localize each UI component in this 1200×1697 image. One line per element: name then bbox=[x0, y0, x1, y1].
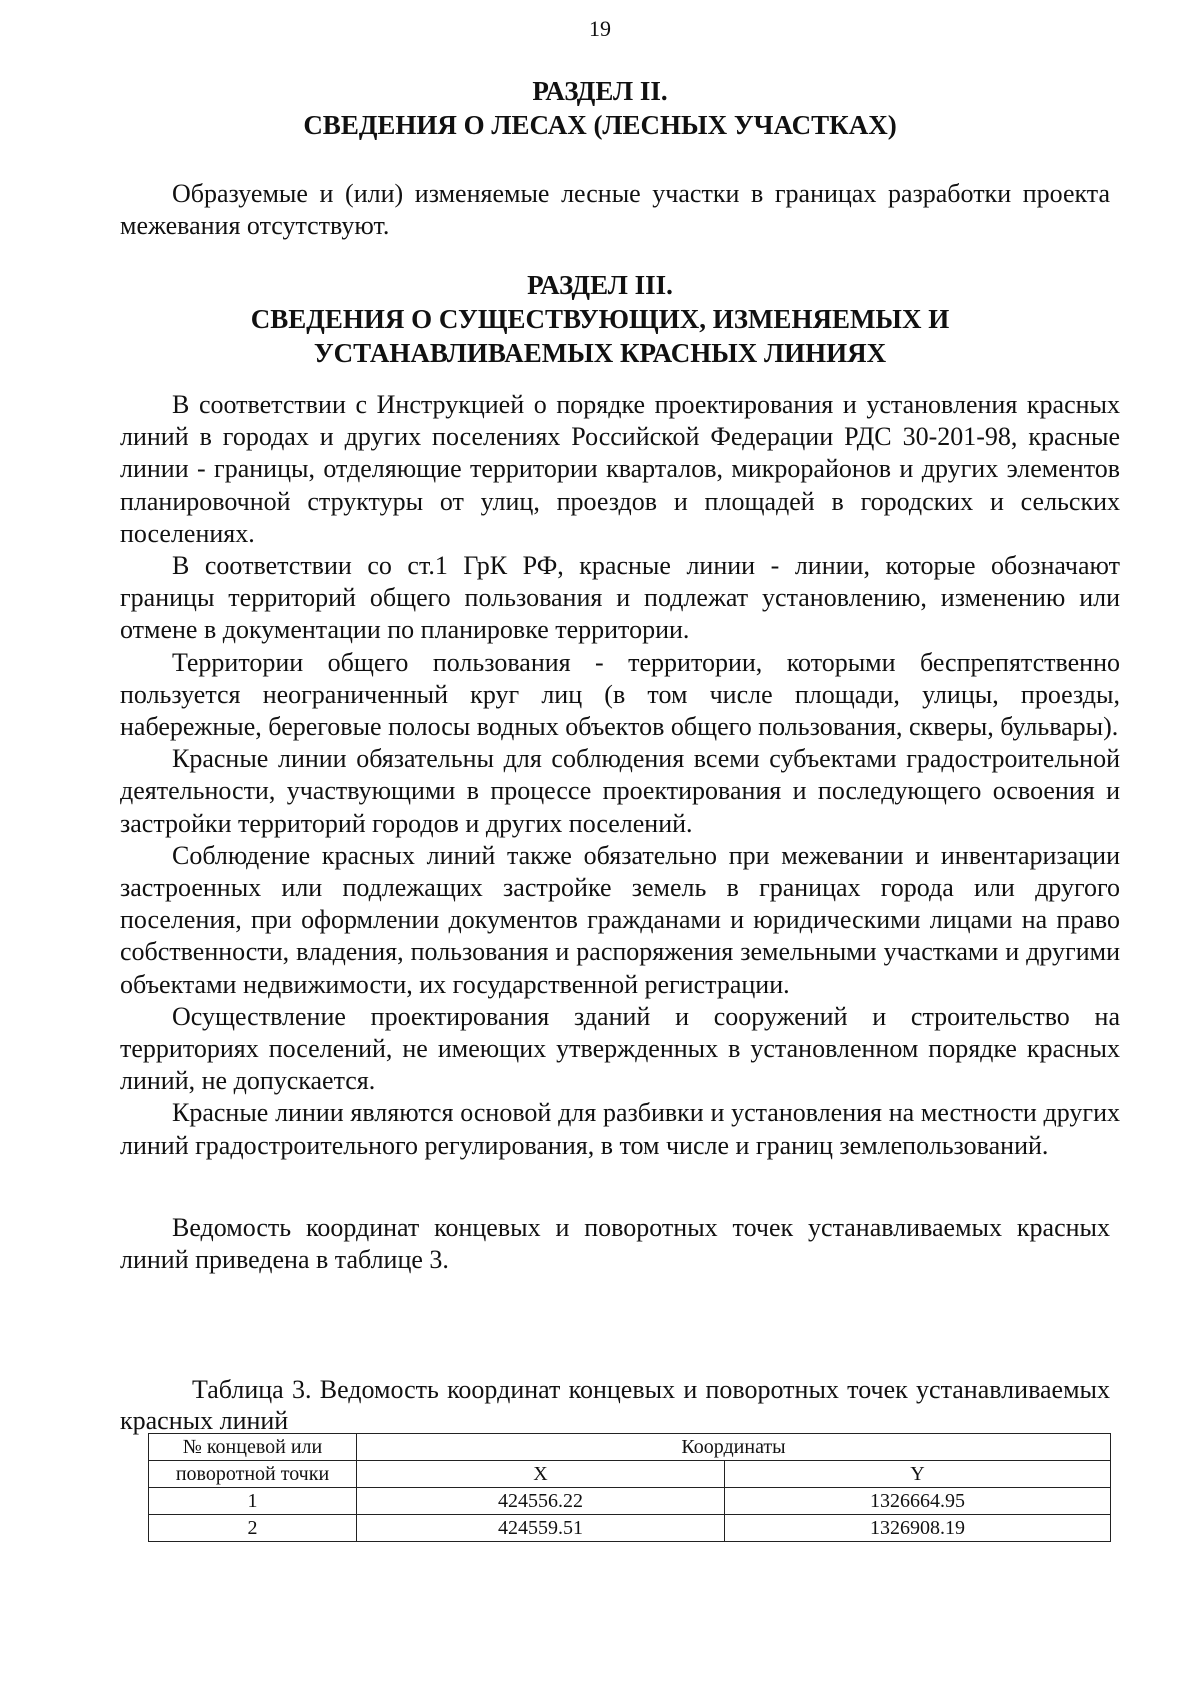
paragraph-design-prohibited: Осуществление проектирования зданий и сооружений и строительство на территориях поселений, не имеющих утвержденных в установленном порядке красных линий, не допускается. bbox=[120, 1001, 1120, 1096]
header-y: Y bbox=[725, 1461, 1111, 1488]
header-x: X bbox=[357, 1461, 725, 1488]
paragraph-public-territories: Территории общего пользования - территории, которыми беспрепятственно пользуется неограниченный круг лиц (в том числе площади, улицы, проезды, набережные, береговые полосы водных объектов общего пользования, скверы, бульвары). bbox=[120, 647, 1120, 742]
paragraph-compliance: Соблюдение красных линий также обязательно при межевании и инвентаризации застроенных или подлежащих застройке земель в границах города или другого поселения, при оформлении документов гражданами и юридическими лицами на право собственности, владения, пользования и распоряжения земельными участками и другими объектами недвижимости, их государственной регистрации. bbox=[120, 840, 1120, 999]
table-header-row bbox=[149, 1434, 1111, 1461]
cell-point: 2 bbox=[149, 1515, 357, 1542]
header-point-line2: поворотной точки bbox=[149, 1461, 357, 1488]
cell-x: 424559.51 bbox=[357, 1515, 725, 1542]
section-2-subtitle: СВЕДЕНИЯ О ЛЕСАХ (ЛЕСНЫХ УЧАСТКАХ) bbox=[303, 110, 897, 140]
paragraph-grk: В соответствии со ст.1 ГрК РФ, красные линии - линии, которые обозначают границы территорий общего пользования и подлежат установлению, изменению или отмене в документации по планировке территории. bbox=[120, 551, 1120, 645]
header-point-line1: № концевой или bbox=[149, 1434, 357, 1461]
section-2-paragraph: Образуемые и (или) изменяемые лесные участки в границах разработки проекта межевания отсутствуют. bbox=[120, 179, 1110, 241]
section-3-heading bbox=[0, 268, 1200, 370]
cell-y: 1326908.19 bbox=[725, 1515, 1111, 1542]
header-coordinates: Координаты bbox=[357, 1434, 1111, 1461]
paragraph-mandatory: Красные линии обязательны для соблюдения всеми субъектами градостроительной деятельности, участвующими в процессе проектирования и последующего освоения и застройки территорий городов и других поселений. bbox=[120, 744, 1120, 838]
cell-x: 424556.22 bbox=[357, 1488, 725, 1515]
cell-point: 1 bbox=[149, 1488, 357, 1515]
table-row bbox=[149, 1488, 1111, 1515]
section-2-title: РАЗДЕЛ II. bbox=[532, 76, 668, 106]
section-3-subtitle-line1: СВЕДЕНИЯ О СУЩЕСТВУЮЩИХ, ИЗМЕНЯЕМЫХ И bbox=[250, 304, 950, 334]
section-2-body bbox=[120, 178, 1110, 242]
section-3-subtitle-line2: УСТАНАВЛИВАЕМЫХ КРАСНЫХ ЛИНИЯХ bbox=[313, 338, 887, 368]
page-number: 19 bbox=[589, 16, 611, 41]
paragraph-table-reference: Ведомость координат концевых и поворотных точек устанавливаемых красных линий приведена в таблице 3. bbox=[120, 1213, 1110, 1275]
section-3-body bbox=[120, 389, 1120, 1162]
paragraph-instruction: В соответствии с Инструкцией о порядке проектирования и установления красных линий в городах и других поселениях Российской Федерации РДС 30-201-98, красные линии - границы, отделяющие территории кварталов, микрорайонов и других элементов планировочной структуры от улиц, проездов и площадей в городских и сельских поселениях. bbox=[120, 390, 1120, 548]
section-3-title: РАЗДЕЛ III. bbox=[527, 270, 673, 300]
coordinates-table bbox=[148, 1433, 1111, 1542]
section-2-heading bbox=[0, 74, 1200, 142]
table-subheader-row bbox=[149, 1461, 1111, 1488]
table-reference-body bbox=[120, 1212, 1110, 1276]
table-caption: Таблица 3. Ведомость координат концевых и поворотных точек устанавливаемых красных линий bbox=[120, 1375, 1110, 1435]
paragraph-basis: Красные линии являются основой для разбивки и установления на местности других линий градостроительного регулирования, в том числе и границ землепользований. bbox=[120, 1098, 1120, 1160]
cell-y: 1326664.95 bbox=[725, 1488, 1111, 1515]
table-row bbox=[149, 1515, 1111, 1542]
